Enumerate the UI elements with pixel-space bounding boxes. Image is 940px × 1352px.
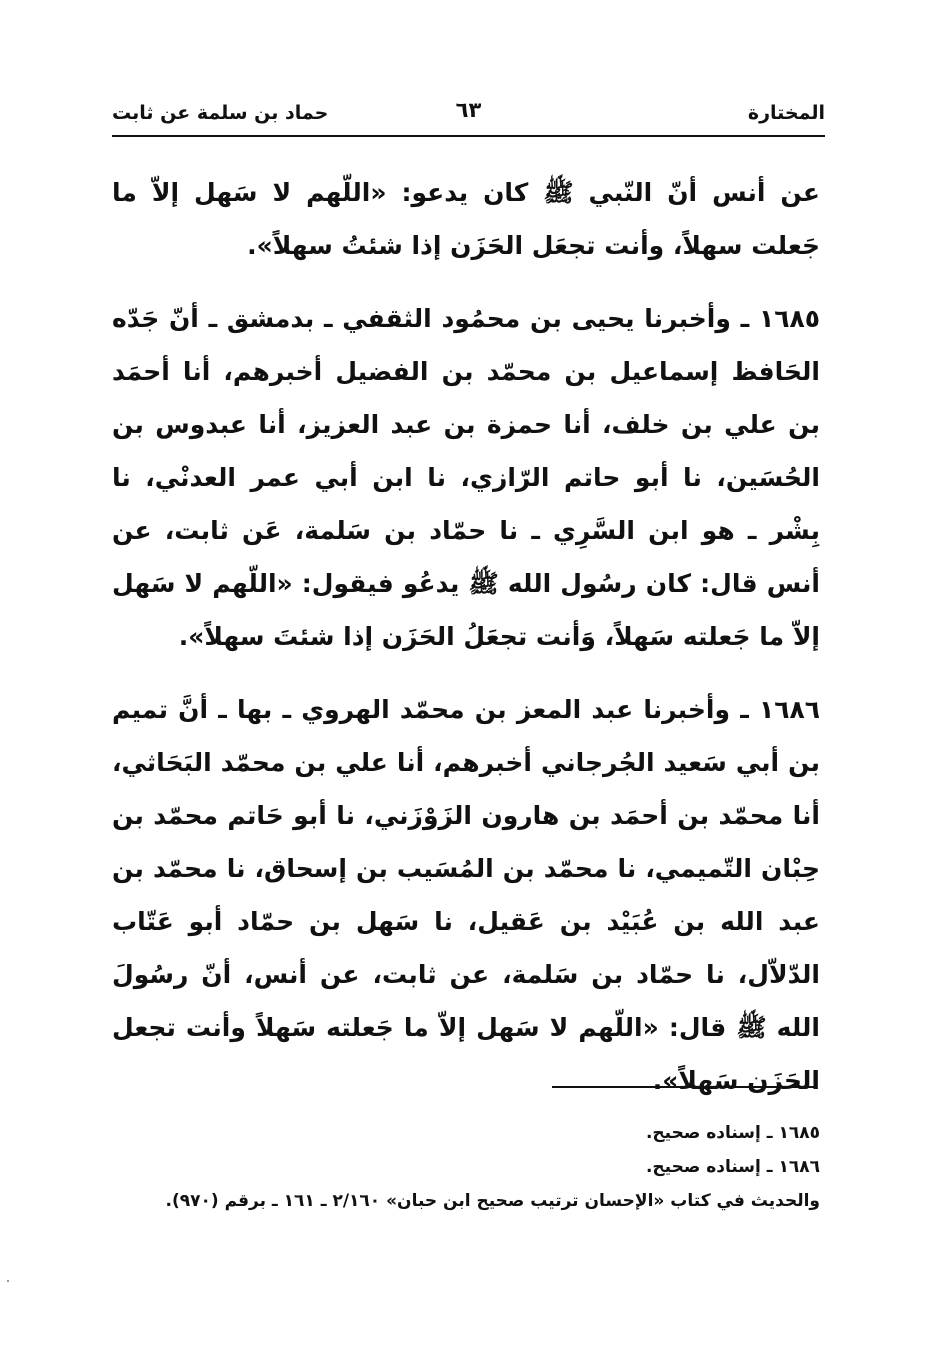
chapter-title: حماد بن سلمة عن ثابت	[112, 102, 329, 124]
header-divider	[112, 135, 825, 137]
footnote-1685: ١٦٨٥ ـ إسناده صحيح.	[645, 1123, 820, 1143]
book-title: المختارة	[747, 102, 825, 124]
main-text	[112, 166, 820, 1107]
hadith-1685-paragraph: ١٦٨٥ ـ وأخبرنا يحيى بن محمُود الثقفي ـ بدمشق ـ أنّ جَدّه الحَافظ إسماعيل بن محمّد بن الفضيل أخبرهم، أنا أحمَد بن علي بن خلف، أنا حمزة بن عبد العزيز، أنا عبدوس بن الحُسَين، نا أبو حاتم الرّازي، نا ابن أبي عمر العدنْي، نا بِشْر ـ هو ابن السَّرِي ـ نا حمّاد بن سَلمة، عَن ثابت، عن أنس قال: كان رسُول الله ﷺ يدعُو فيقول: «اللّهم لا سَهل إلاّ ما جَعلته سَهلاً، وَأنت تجعَلُ الحَزَن إذا شئتَ سهلاً».	[112, 304, 820, 651]
hadith-1686-paragraph: ١٦٨٦ ـ وأخبرنا عبد المعز بن محمّد الهروي ـ بها ـ أنَّ تميم بن أبي سَعيد الجُرجاني أخبرهم، أنا علي بن محمّد البَحَاثي، أنا محمّد بن أحمَد بن هارون الزَوْزَني، نا أبو حَاتم محمّد بن حِبْان التّميمي، نا محمّد بن المُسَيب بن إسحاق، نا محمّد بن عبد الله بن عُبَيْد بن عَقيل، نا سَهل بن حمّاد أبو عَتّاب الدّلاّل، نا حمّاد بن سَلمة، عن ثابت، عن أنس، أنّ رسُولَ الله ﷺ قال: «اللّهم لا سَهل إلاّ ما جَعلته سَهلاً وأنت تجعل الحَزَن سَهلاً».	[112, 695, 820, 1095]
footnote-1686: ١٦٨٦ ـ إسناده صحيح.	[645, 1157, 820, 1177]
footnotes	[112, 1116, 820, 1218]
footnote-divider	[552, 1086, 816, 1088]
footnote-hadith-source: والحديث في كتاب «الإحسان ترتيب صحيح ابن حبان» ٢/١٦٠ ـ ١٦١ ـ برقم (٩٧٠).	[165, 1191, 820, 1211]
intro-paragraph: عن أنس أنّ النّبي ﷺ كان يدعو: «اللّهم لا سَهل إلاّ ما جَعلت سهلاً، وأنت تجعَل الحَزَن إذا شئتُ سهلاً».	[112, 178, 820, 260]
page-header	[112, 96, 825, 130]
scan-speck	[7, 1280, 9, 1282]
page-number: ٦٣	[455, 98, 482, 122]
